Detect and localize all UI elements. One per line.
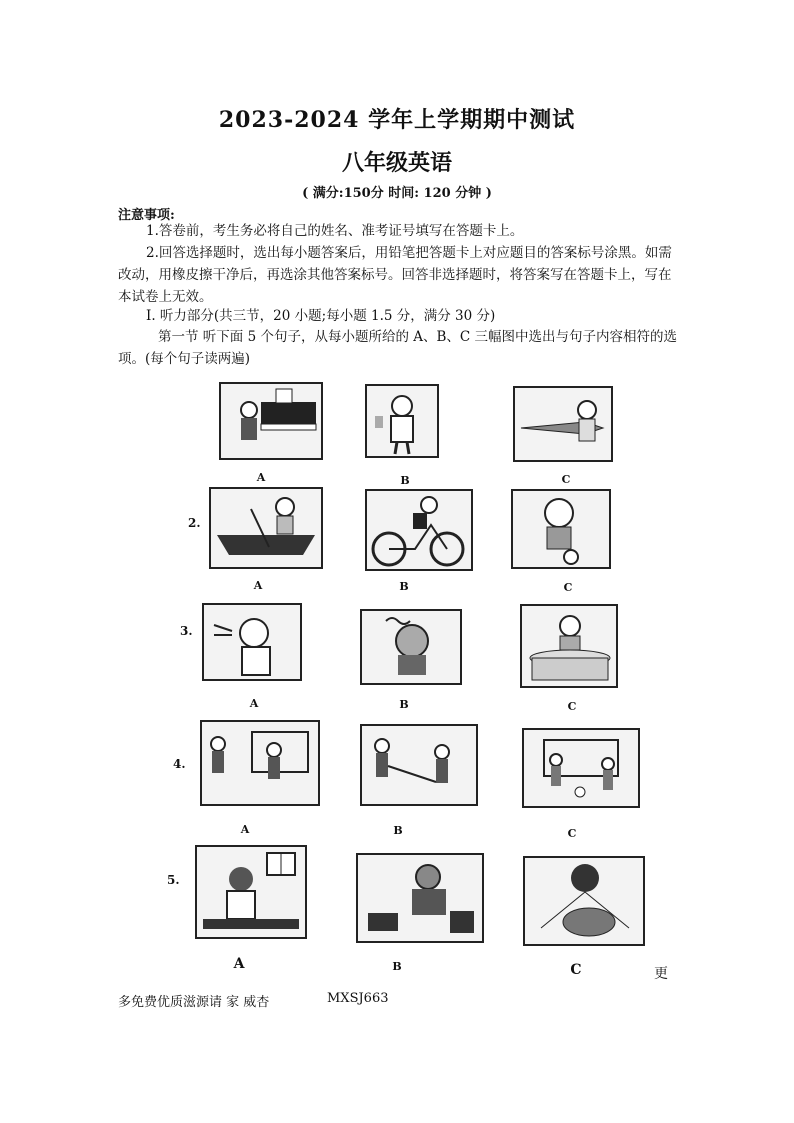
page-title: 2023-2024 学年上学期期中测试 bbox=[218, 107, 576, 133]
picture-q5-c bbox=[523, 856, 645, 946]
option-label: A bbox=[249, 697, 259, 710]
picture-q4-b bbox=[360, 724, 478, 806]
books-icon bbox=[358, 855, 482, 941]
piano-icon bbox=[221, 384, 321, 458]
table-icon bbox=[522, 606, 616, 686]
picture-q2-c bbox=[511, 489, 611, 569]
option-label: C bbox=[570, 962, 582, 978]
option-label: A bbox=[253, 579, 263, 592]
rope-icon bbox=[362, 726, 476, 804]
option-label: B bbox=[399, 580, 409, 593]
headache-icon bbox=[362, 611, 460, 683]
option-label: C bbox=[561, 473, 571, 486]
option-label: C bbox=[567, 827, 577, 840]
picture-q1-c bbox=[513, 386, 613, 462]
option-label: B bbox=[393, 824, 403, 837]
option-label: C bbox=[563, 581, 573, 594]
football-icon bbox=[513, 491, 609, 567]
scientist-icon bbox=[367, 386, 437, 456]
notes-heading: 注意事项: bbox=[118, 208, 175, 223]
picture-q3-b bbox=[360, 609, 462, 685]
footer-code: MXSJ663 bbox=[327, 991, 389, 1006]
footer-text: 多免费优质滋源请 家 威杏 bbox=[118, 995, 270, 1010]
picture-q5-b bbox=[356, 853, 484, 943]
sneeze-icon bbox=[204, 605, 300, 679]
picture-q5-a bbox=[195, 845, 307, 939]
option-label: C bbox=[567, 700, 577, 713]
picture-q3-a bbox=[202, 603, 302, 681]
option-label: A bbox=[256, 471, 266, 484]
part1-instructions: 第一节 听下面 5 个句子，从每小题所给的 A、B、C 三幅图中选出与句子内容相符的选项。(每个句子读两遍) bbox=[118, 329, 678, 367]
picture-q4-a bbox=[200, 720, 320, 806]
soccer-icon bbox=[524, 730, 638, 806]
score-time-line: ( 满分:150分 时间: 120 分钟 ) bbox=[302, 186, 492, 201]
question-number: 5. bbox=[167, 873, 180, 887]
question-number: 3. bbox=[180, 624, 193, 638]
goal-icon bbox=[202, 722, 318, 804]
bicycle-icon bbox=[367, 491, 471, 569]
picture-q2-b bbox=[365, 489, 473, 571]
picture-q4-c bbox=[522, 728, 640, 808]
picture-q2-a bbox=[209, 487, 323, 569]
option-label: B bbox=[392, 960, 402, 973]
plane-icon bbox=[515, 388, 611, 460]
boat-icon bbox=[211, 489, 321, 567]
question-number: 4. bbox=[173, 757, 186, 771]
footer-more: 更 bbox=[654, 966, 668, 982]
note-item-1: 1.答卷前，考生务必将自己的姓名、准考证号填写在答题卡上。 bbox=[146, 223, 524, 239]
page-subtitle: 八年级英语 bbox=[341, 150, 452, 176]
note-item-2: 2.回答选择题时，选出每小题答案后，用铅笔把答题卡上对应题目的答案标号涂黑。如需改动，用橡皮擦干净后，再选涂其他答案标号。回答非选择题时，将答案写在答题卡上，写在本试卷上无效。 bbox=[118, 245, 672, 305]
picture-q3-c bbox=[520, 604, 618, 688]
section-heading: I. 听力部分(共三节，20 小题;每小题 1.5 分，满分 30 分) bbox=[146, 308, 496, 324]
option-label: A bbox=[233, 956, 245, 972]
window-icon bbox=[197, 847, 305, 937]
question-number: 2. bbox=[188, 516, 201, 530]
option-label: B bbox=[400, 474, 410, 487]
picture-q1-b bbox=[365, 384, 439, 458]
option-label: A bbox=[240, 823, 250, 836]
picture-q1-a bbox=[219, 382, 323, 460]
sun-icon bbox=[525, 858, 643, 944]
option-label: B bbox=[399, 698, 409, 711]
